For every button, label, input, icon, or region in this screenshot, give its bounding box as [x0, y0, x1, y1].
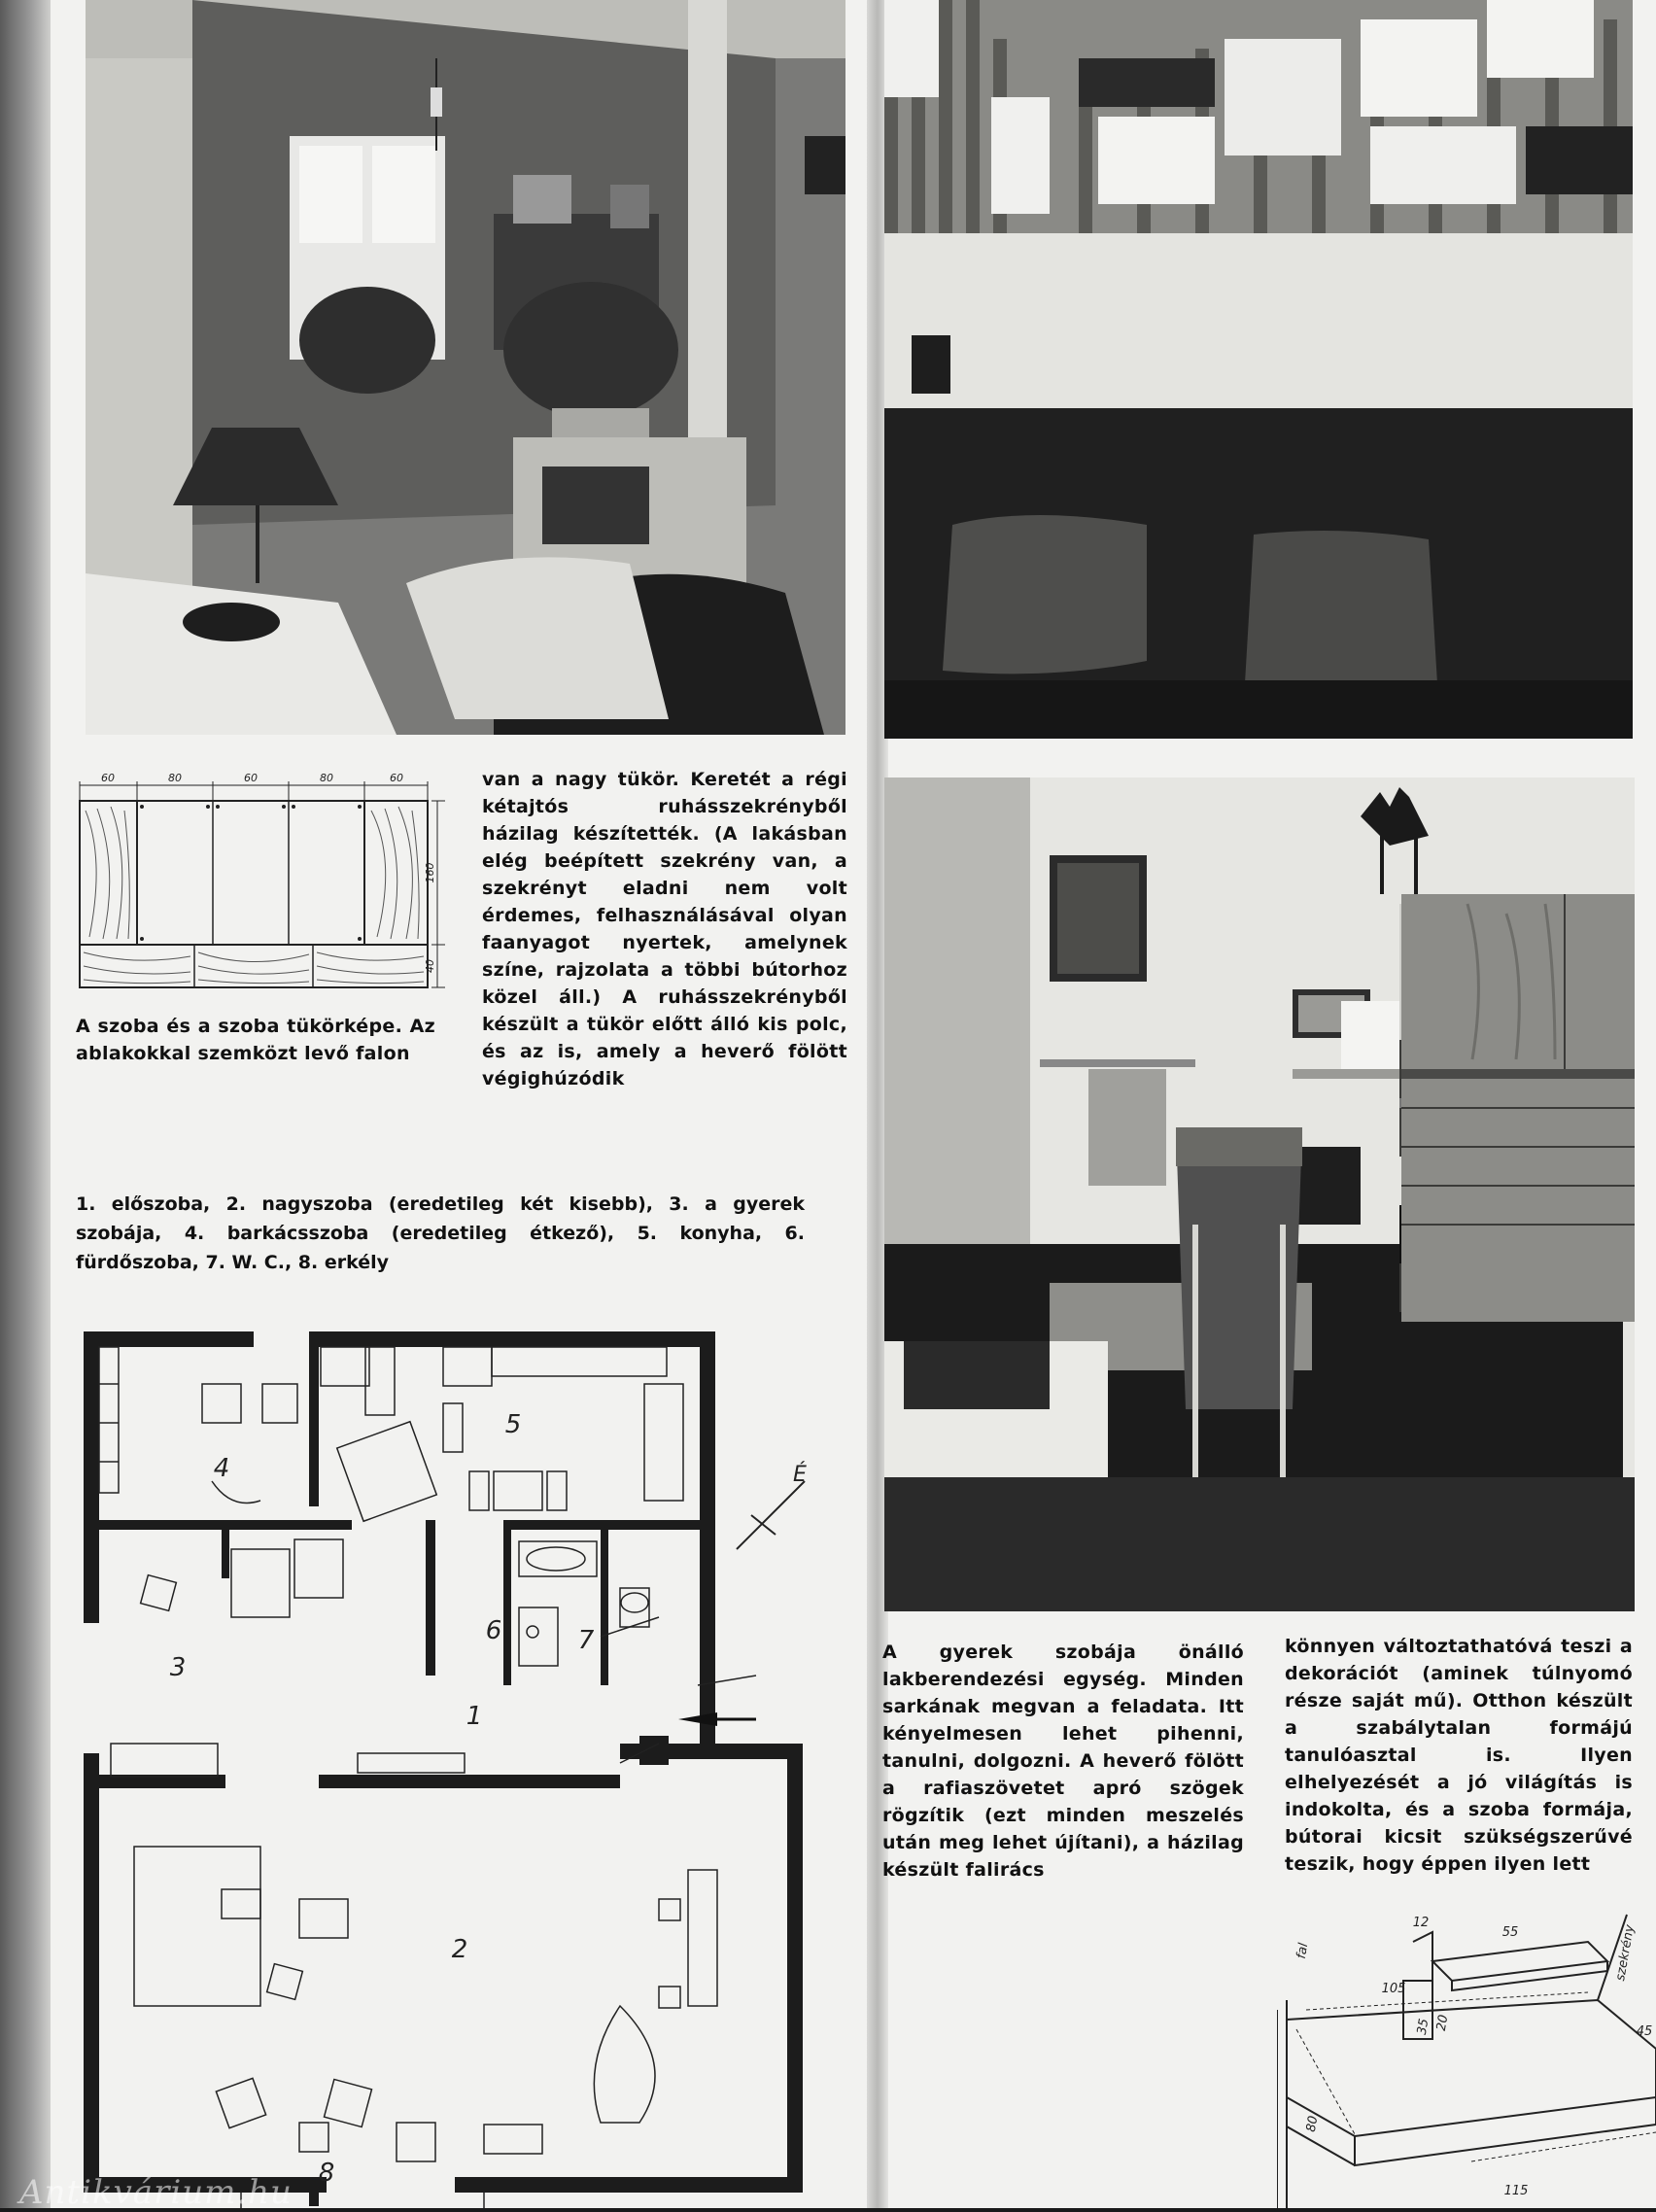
room-label-3: 3	[169, 1653, 187, 1682]
child-caption-left: A gyerek szobája önálló lakberendezési egység. Minden sarkának megvan a feladata. Itt kényelmesen lehet pihenni, tanulni, dolgozni. A heverő fölött a rafiaszövetet apró szögek rögzítik (ezt minden meszelés után meg lehet újítani), a házilag készült falirács	[882, 1642, 1244, 1881]
mirror-frame-diagram	[76, 772, 445, 995]
mirror-caption-right: van a nagy tükör. Keretét a régi kétajtós ruhásszekrényből házilag készítették. (A lakásban elég beépített szekrény van, a szekrényt eladni nem volt érdemes, felhasználásával olyan faanyagot nyertek, amelynek színe, rajzolata a többi bútorhoz közel áll.) A ruhásszekrényből készült a tükör előtt álló kis polc, és az is, amely a heverő fölött végighúzódik	[482, 769, 847, 1089]
desk-dim-35: 35	[1414, 2017, 1432, 2036]
floor-plan-legend: 1. előszoba, 2. nagyszoba (eredetileg két kisebb), 3. a gyerek szobája, 4. barkácsszoba (eredetileg étkező), 5. konyha, 6. fürdőszoba, 7. W. C., 8. erkély	[76, 1193, 805, 1273]
watermark-text: Antikvárium.hu	[19, 2173, 293, 2212]
child-room-photo	[884, 778, 1635, 1611]
living-room-photo	[86, 0, 845, 735]
dim-side-2: 40	[424, 959, 436, 973]
page-edge-shadow	[0, 0, 51, 2208]
room-label-2: 2	[451, 1935, 468, 1964]
room-label-8: 8	[318, 2159, 335, 2188]
desk-dim-45: 45	[1636, 2024, 1653, 2039]
room-label-5: 5	[504, 1410, 522, 1439]
north-label: É	[793, 1463, 807, 1487]
room-label-6: 6	[485, 1616, 502, 1645]
desk-dim-80: 80	[1303, 2114, 1322, 2133]
dim-top-4: 80	[320, 772, 333, 784]
couch-corner-photo	[884, 0, 1633, 739]
desk-dim-105: 105	[1381, 1982, 1406, 1996]
desk-dim-12: 12	[1412, 1916, 1430, 1930]
dim-top-3: 60	[244, 772, 258, 784]
dim-top-1: 60	[101, 772, 115, 784]
dim-side-1: 160	[424, 862, 436, 883]
child-caption-right: könnyen változtathatóvá teszi a dekorációt (aminek túlnyomó része saját mű). Otthon készült a szabálytalan formájú tanulóasztal is. Ilyen elhelyezését a jó világítás is indokolta, és a szoba formája, bútorai kicsit szükségszerűvé teszik, hogy éppen ilyen lett	[1285, 1636, 1633, 1875]
desk-dim-115: 115	[1503, 2184, 1529, 2198]
room-label-1: 1	[466, 1702, 483, 1731]
desk-label-wall: fal	[1294, 1942, 1312, 1960]
floor-plan	[76, 1326, 853, 2208]
desk-dim-55: 55	[1501, 1925, 1519, 1940]
room-label-4: 4	[213, 1454, 230, 1483]
dim-top-5: 60	[390, 772, 403, 784]
desk-diagram	[1277, 1903, 1656, 2208]
desk-label-cabinet: szekrény	[1613, 1923, 1639, 1983]
mirror-caption-left: A szoba és a szoba tükörképe. Az ablakokkal szemközt levő falon	[76, 1016, 435, 1064]
room-label-7: 7	[577, 1626, 595, 1655]
dim-top-2: 80	[168, 772, 182, 784]
desk-dim-20: 20	[1433, 2013, 1452, 2032]
